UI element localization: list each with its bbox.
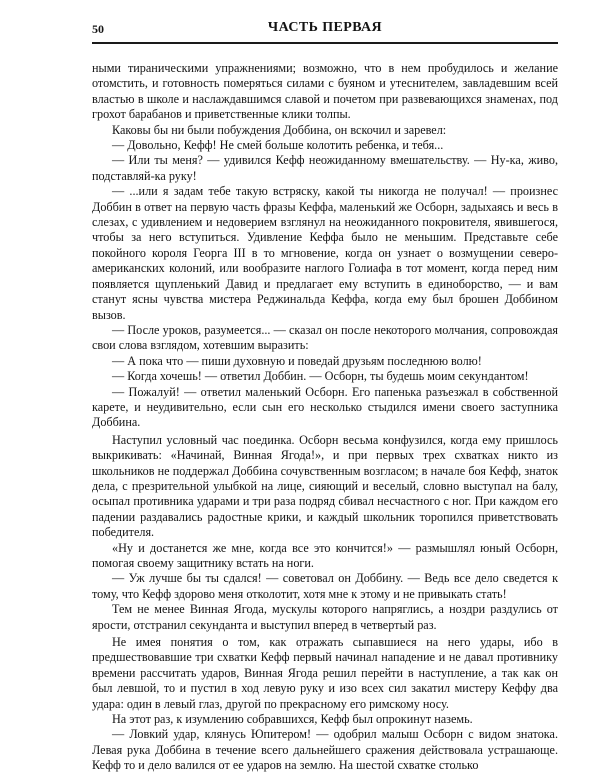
paragraph: — Ловкий удар, клянусь Юпитером! — одобрил малыш Осборн с видом знатока. Левая рука Доббина в течение всего дальнейшего сражения действовала устрашающе. Кефф то и дело валился от ее ударов на землю. На шестой схватке столько	[92, 727, 558, 773]
paragraph: — А пока что — пиши духовную и поведай друзьям последнюю волю!	[112, 353, 482, 368]
header-rule	[92, 42, 558, 44]
paragraph: На этот раз, к изумлению собравшихся, Кефф был опрокинут наземь.	[112, 712, 473, 727]
paragraph: ными тираническими упражнениями; возможно, что в нем пробудилось и желание отомстить, и готовность померяться силами с буяном и утеснителем, завладевшим всей властью в школе и наслаждавшимся славой и почетом при развевающихся знаменах, под грохот барабанов и приветственные клики толпы.	[92, 61, 558, 122]
page-header	[92, 20, 558, 42]
paragraph: — Довольно, Кефф! Не смей больше колотить ребенка, и тебя...	[112, 138, 444, 153]
paragraph: — Когда хочешь! — ответил Доббин. — Осборн, ты будешь моим секундантом!	[112, 369, 529, 384]
paragraph: — После уроков, разумеется... — сказал он после некоторого молчания, сопровождая свои слова взглядом, хотевшим выразить:	[92, 322, 558, 353]
paragraph: Каковы бы ни были побуждения Доббина, он вскочил и заревел:	[112, 122, 447, 137]
paragraph: Наступил условный час поединка. Осборн весьма конфузился, когда ему пришлось выкрикивать: «Начинай, Винная Ягода!», и при первых трех схватках никто из школьников не поддержал Доббина сочувственным возгласом; в начале боя Кефф, знаток дела, с презрительной улыбкой на лице, сияющий и веселый, словно выступал на балу, осыпал противника ударами и три раза подряд сбивал несчастного с ног. При каждом его падении раздавались радостные крики, и каждый школьник торопился приветствовать победителя.	[92, 432, 558, 540]
paragraph: — Или ты меня? — удивился Кефф неожиданному вмешательству. — Ну-ка, живо, подставляй-ка руку!	[92, 153, 558, 183]
paragraph: «Ну и достанется же мне, когда все это кончится!» — размышлял юный Осборн, помогая своему защитнику встать на ноги.	[92, 540, 558, 570]
page-number: 50	[92, 22, 104, 36]
paragraph: Не имея понятия о том, как отражать сыпавшиеся на него удары, ибо в предшествовавшие три схватки Кефф первый начинал нападение и не давал противнику времени рассчитать ударов, Винная Ягода решил перейти в наступление, а так как он был левшой, то и пустил в ход левую руку и изо всех сил закатил мистеру Кеффу два удара: один в левый глаз, другой по прекрасному его римскому носу.	[92, 635, 558, 711]
running-title: ЧАСТЬ ПЕРВАЯ	[267, 20, 383, 35]
body-text	[92, 61, 558, 774]
paragraph: — Пожалуй! — ответил маленький Осборн. Его папенька разъезжал в собственной карете, и неудивительно, если сын его несколько стыдился имени своего заступника Доббина.	[92, 384, 558, 430]
paragraph: Тем не менее Винная Ягода, мускулы которого напряглись, а ноздри раздулись от ярости, отстранил секунданта и выступил вперед в четвертый раз.	[92, 602, 558, 632]
paragraph: — Уж лучше бы ты сдался! — советовал он Доббину. — Ведь все дело сведется к тому, что Кефф здорово меня отколотит, хотя мне к этому и не привыкать стать!	[92, 571, 558, 601]
paragraph: — ...или я задам тебе такую встряску, какой ты никогда не получал! — произнес Доббин в ответ на первую часть фразы Кеффа, маленький же Осборн, задыхаясь и весь в слезах, с удивлением и недоверием взглянул на неожиданного покровителя, явившегося, чтобы за него вступиться. Удивление Кеффа было не меньшим. Представьте себе покойного короля Георга III в то мгновение, когда он узнает о возмущении северо-американских колоний, или вообразите наглого Голиафа в тот момент, когда перед ним появляется щупленький Давид и предлагает ему вступить в единоборство, — и вам станут ясны чувства мистера Реджинальда Кеффа, когда ему был брошен Доббином вызов.	[92, 184, 558, 322]
